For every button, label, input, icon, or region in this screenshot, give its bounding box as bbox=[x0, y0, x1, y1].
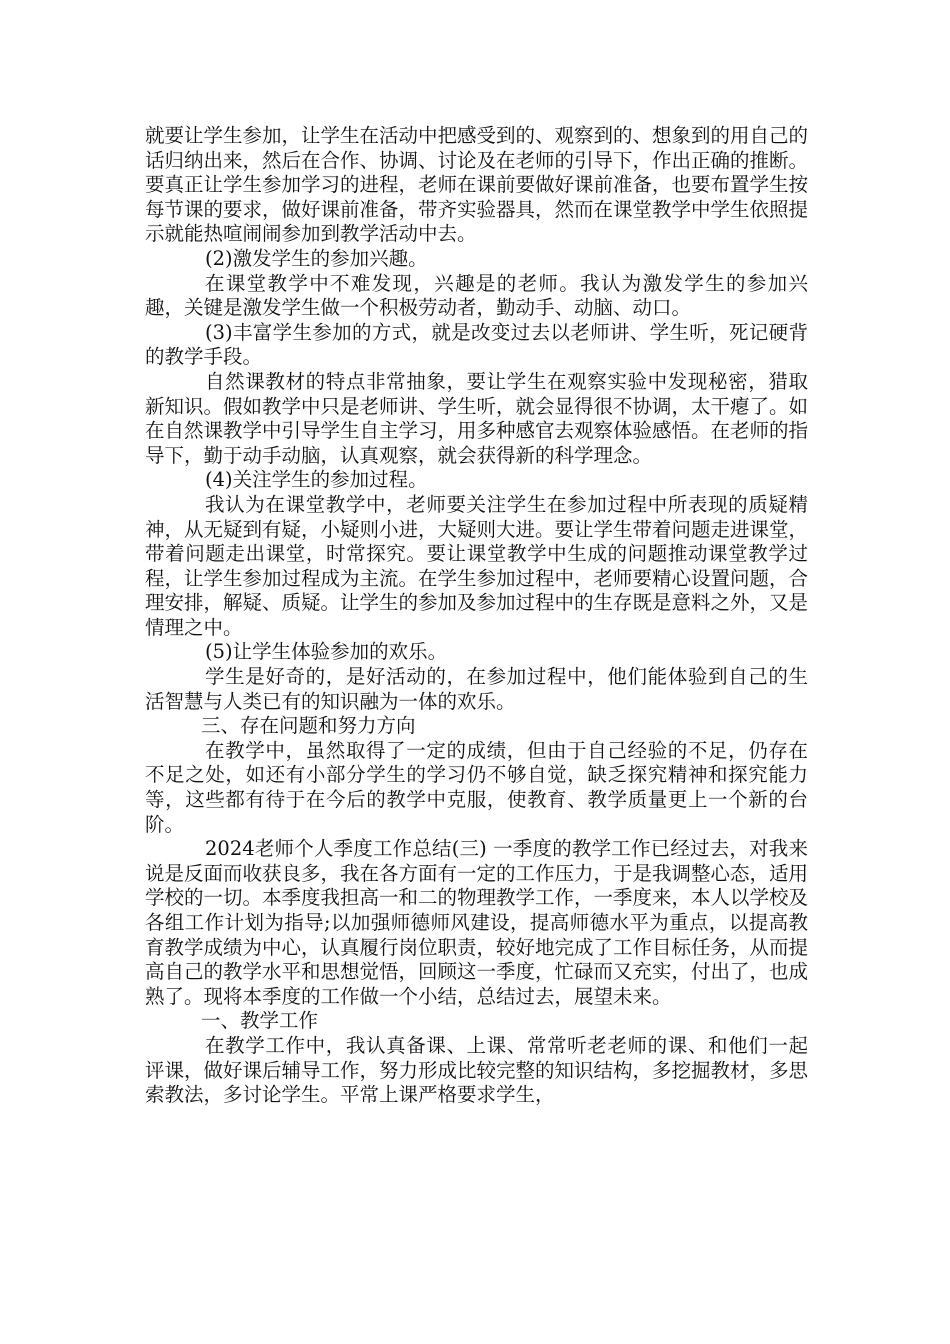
paragraph-9: 学生是好奇的，是好活动的，在参加过程中，他们能体验到自己的生活智慧与人类已有的知识融为一体的欢乐。 bbox=[145, 665, 808, 713]
paragraph-14: 在教学工作中，我认真备课、上课、常常听老老师的课、和他们一起评课，做好课后辅导工作，努力形成比较完整的知识结构，多挖掘教材，多思索教法，多讨论学生。平常上课严格要求学生， bbox=[145, 1033, 809, 1107]
paragraph-4-heading: (3)丰富学生参加的方式，就是改变过去以老师讲、学生听，死记硬背的教学手段。 bbox=[145, 320, 808, 369]
paragraph-7: 我认为在课堂教学中，老师要关注学生在参加过程中所表现的质疑精神，从无疑到有疑，小疑则小进，大疑则大进。要让学生带着问题走进课堂，带着问题走出课堂，时常探究。要让课堂教学中生成的问题推动课堂教学过程，让学生参加过程成为主流。在学生参加过程中，老师要精心设置问题，合理安排，解疑、质疑。让学生的参加及参加过程中的生存既是意料之外，又是情理之中。 bbox=[145, 492, 809, 639]
paragraph-3: 在课堂教学中不难发现，兴趣是的老师。我认为激发学生的参加兴趣，关键是激发学生做一个积极劳动者，勤动手、动脑、动口。 bbox=[145, 271, 808, 320]
paragraph-6-heading: (4)关注学生的参加过程。 bbox=[205, 468, 428, 492]
paragraph-11: 在教学中，虽然取得了一定的成绩，但由于自己经验的不足，仍存在不足之处，如还有小部分学生的学习仍不够自觉，缺乏探究精神和探究能力等，这些都有待于在今后的教学中克服，使教育、教学质量更上一个新的台阶。 bbox=[145, 738, 808, 836]
document-page bbox=[145, 124, 808, 1108]
section-heading-3: 三、存在问题和努力方向 bbox=[201, 714, 416, 738]
paragraph-2-heading: (2)激发学生的参加兴趣。 bbox=[205, 246, 428, 270]
paragraph-8-heading: (5)让学生体验参加的欢乐。 bbox=[205, 640, 448, 664]
section-heading-1: 一、教学工作 bbox=[201, 1009, 319, 1033]
paragraph-5: 自然课教材的特点非常抽象，要让学生在观察实验中发现秘密，猎取新知识。假如教学中只是老师讲、学生听，就会显得很不协调，太干瘪了。如在自然课教学中引导学生自主学习，用多种感官去观察体验感悟。在老师的指导下，勤于动手动脑，认真观察，就会获得新的科学理念。 bbox=[145, 369, 809, 467]
paragraph-1: 就要让学生参加，让学生在活动中把感受到的、观察到的、想象到的用自己的话归纳出来，然后在合作、协调、讨论及在老师的引导下，作出正确的推断。要真正让学生参加学习的进程，老师在课前要做好课前准备，也要布置学生按每节课的要求，做好课前准备，带齐实验器具，然而在课堂教学中学生依照提示就能热喧闹闹参加到教学活动中去。 bbox=[145, 124, 809, 246]
paragraph-12-summary: 2024老师个人季度工作总结(三) 一季度的教学工作已经过去，对我来说是反面而收获良多，我在各方面有一定的工作压力，于是我调整心态，适用学校的一切。本季度我担高一和二的物理教学工作，一季度来，本人以学校及各组工作计划为指导;以加强师德师风建设，提高师德水平为重点，以提高教育教学成绩为中心，认真履行岗位职责，较好地完成了工作目标任务，从而提高自己的教学水平和思想觉悟，回顾这一季度，忙碌而又充实，付出了，也成熟了。现将本季度的工作做一个小结，总结过去，展望未来。 bbox=[145, 837, 809, 1008]
